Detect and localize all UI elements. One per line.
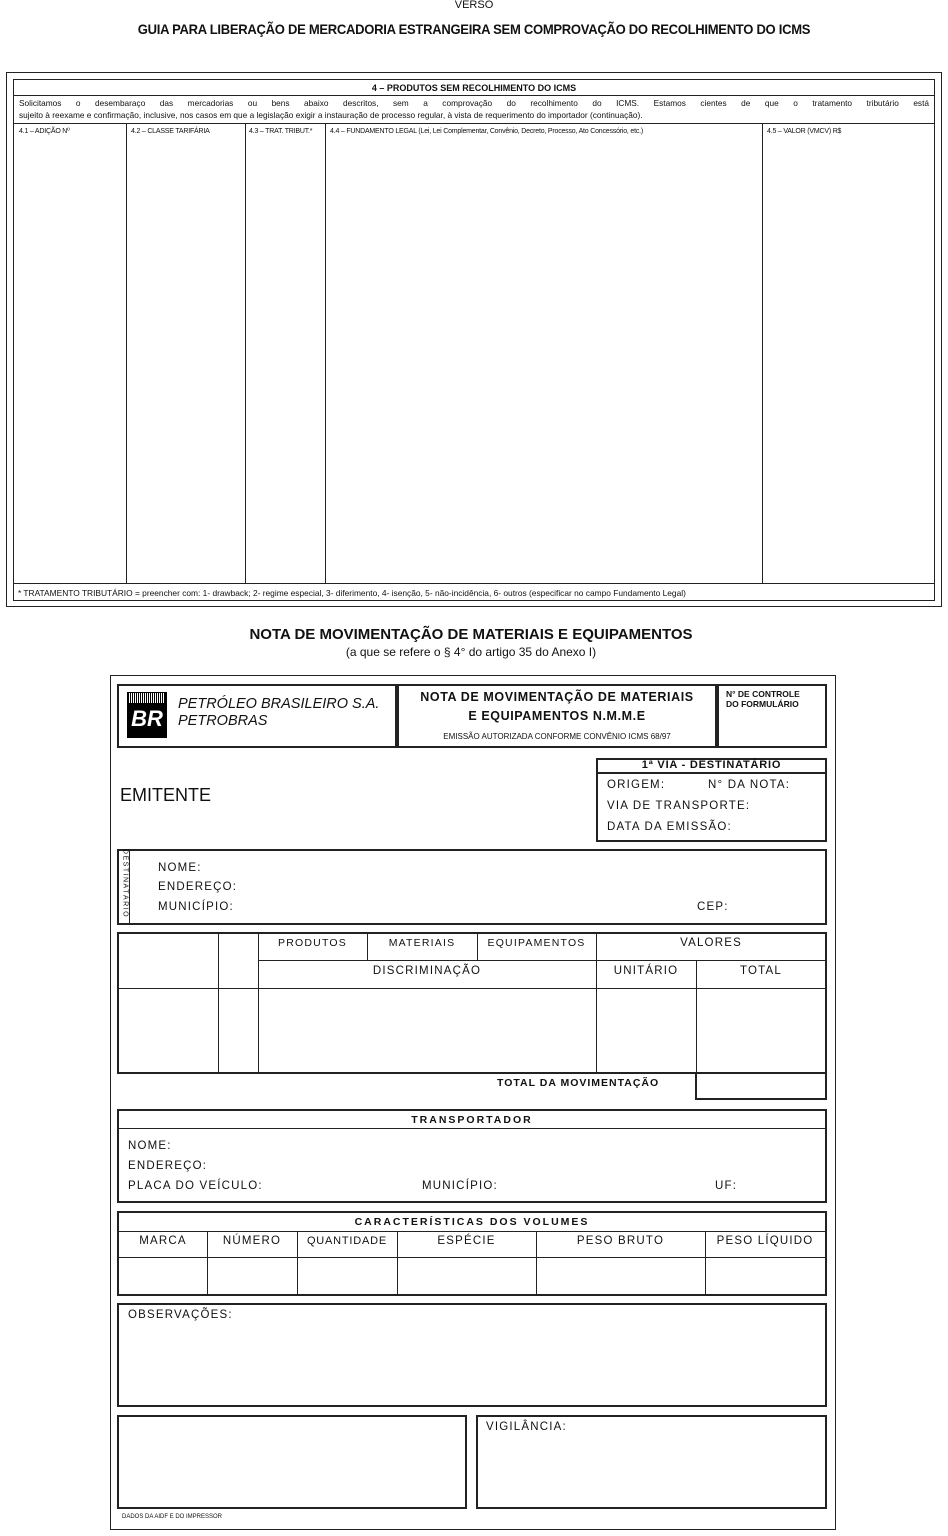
materiais-header: MATERIAIS: [388, 937, 456, 949]
tratamento-footnote: * TRATAMENTO TRIBUTÁRIO = preencher com: 1- drawback; 2- regime especial, 3- diferimento, 4- isenção, 5- não-incidência, 6- outros (especificar no campo Fundamento Legal): [18, 588, 686, 598]
form-title-2: E EQUIPAMENTOS N.M.M.E: [468, 709, 646, 723]
observacoes-label: OBSERVAÇÕES:: [128, 1309, 233, 1321]
col-valor-header: 4.5 – VALOR (VMCV) R$: [767, 128, 842, 135]
nota-subtitle: (a que se refere o § 4° do artigo 35 do Anexo I): [345, 645, 597, 659]
destinatario-side-label: DESTINATÁRIO: [121, 848, 129, 919]
divider: [14, 95, 934, 96]
valores-header: VALORES: [680, 937, 742, 949]
origem-label: ORIGEM:: [607, 779, 666, 791]
blank-box: [117, 1415, 467, 1509]
quantidade-header: QUANTIDADE: [306, 1235, 388, 1247]
company-name: PETRÓLEO BRASILEIRO S.A.: [178, 696, 380, 712]
dest-endereco-label: ENDEREÇO:: [158, 881, 238, 893]
total-header: TOTAL: [740, 965, 782, 977]
marca-header: MARCA: [139, 1235, 187, 1247]
controle-label-2: DO FORMULÁRIO: [726, 699, 799, 709]
dados-aidf-label: DADOS DA AIDF E DO IMPRESSOR: [122, 1514, 223, 1520]
peso-liquido-header: PESO LÍQUIDO: [716, 1235, 814, 1247]
data-emissao-label: DATA DA EMISSÃO:: [607, 821, 732, 833]
section4-text-1: Solicitamos o desembaraço das mercadorias ou bens abaixo descritos, sem a comprovação do recolhimento do ICMS. Estamos cientes de que o tratamento tributário está: [19, 98, 929, 108]
divider: [119, 1257, 825, 1258]
section4-text-2: sujeito à reexame e confirmação, inclusive, nos casos em que a legislação exigir a instauração de processo regular, à vista de requerimento do importador (continuação).: [19, 110, 643, 120]
section4-inner-frame: [13, 79, 935, 601]
section4-heading: 4 – PRODUTOS SEM RECOLHIMENTO DO ICMS: [371, 83, 577, 93]
column-divider: [762, 123, 763, 583]
col-classe-header: 4.2 – CLASSE TARIFÁRIA: [131, 128, 210, 135]
tr-uf-label: UF:: [715, 1180, 738, 1192]
column-divider: [258, 933, 259, 1073]
divider: [14, 123, 934, 124]
dest-cep-label: CEP:: [697, 901, 729, 913]
especie-header: ESPÉCIE: [437, 1235, 496, 1247]
unitario-header: UNITÁRIO: [613, 965, 679, 977]
divider: [119, 1128, 825, 1129]
column-divider: [218, 933, 219, 1073]
tr-endereco-label: ENDEREÇO:: [128, 1160, 208, 1172]
verso-label: VERSO: [454, 0, 494, 11]
company-short: PETROBRAS: [178, 713, 268, 729]
dest-nome-label: NOME:: [158, 862, 202, 874]
column-divider: [126, 123, 127, 583]
emissao-autorizada: EMISSÃO AUTORIZADA CONFORME CONVÊNIO ICMS 68/97: [443, 732, 671, 741]
column-divider: [325, 123, 326, 583]
divider: [118, 988, 826, 989]
dest-municipio-label: MUNICÍPIO:: [158, 901, 234, 913]
emitente-label: EMITENTE: [120, 785, 212, 805]
via-destinatario: 1ª VIA - DESTINATÁRIO: [641, 759, 782, 771]
controle-label-1: N° DE CONTROLE: [726, 689, 800, 699]
divider: [258, 960, 826, 961]
col-fundamento-header: 4.4 – FUNDAMENTO LEGAL (Lei, Lei Complementar, Convênio, Decreto, Processo, Ato Concessório, etc.): [330, 128, 644, 135]
petrobras-logo: BR: [127, 692, 167, 738]
divider: [119, 1231, 825, 1232]
form-title-1: NOTA DE MOVIMENTAÇÃO DE MATERIAIS: [420, 690, 694, 704]
volumes-header: CARACTERÍSTICAS DOS VOLUMES: [354, 1216, 590, 1228]
nota-numero-label: N° DA NOTA:: [708, 779, 791, 791]
col-trat-header: 4.3 – TRAT. TRIBUT.*: [249, 128, 313, 135]
column-divider: [596, 933, 597, 1073]
via-transporte-label: VIA DE TRANSPORTE:: [607, 800, 751, 812]
guia-title: GUIA PARA LIBERAÇÃO DE MERCADORIA ESTRANGEIRA SEM COMPROVAÇÃO DO RECOLHIMENTO DO ICMS: [137, 21, 811, 37]
tr-placa-label: PLACA DO VEÍCULO:: [128, 1180, 263, 1192]
discriminacao-header: DISCRIMINAÇÃO: [372, 965, 482, 977]
tr-nome-label: NOME:: [128, 1140, 172, 1152]
transportador-header: TRANSPORTADOR: [411, 1114, 533, 1126]
column-divider: [245, 123, 246, 583]
total-movimentacao-box: [695, 1072, 827, 1100]
divider: [598, 772, 825, 774]
col-adicao-header: 4.1 – ADIÇÃO Nº: [19, 128, 70, 135]
products-table: [117, 932, 827, 1074]
peso-bruto-header: PESO BRUTO: [576, 1235, 665, 1247]
equipamentos-header: EQUIPAMENTOS: [487, 937, 586, 949]
nota-title: NOTA DE MOVIMENTAÇÃO DE MATERIAIS E EQUIPAMENTOS: [249, 626, 693, 643]
divider: [14, 583, 934, 584]
vigilancia-label: VIGILÂNCIA:: [486, 1421, 567, 1433]
produtos-header: PRODUTOS: [278, 937, 347, 949]
numero-header: NÚMERO: [222, 1235, 282, 1247]
total-movimentacao-label: TOTAL DA MOVIMENTAÇÃO: [497, 1077, 660, 1089]
tr-municipio-label: MUNICÍPIO:: [422, 1180, 498, 1192]
divider: [129, 851, 130, 923]
